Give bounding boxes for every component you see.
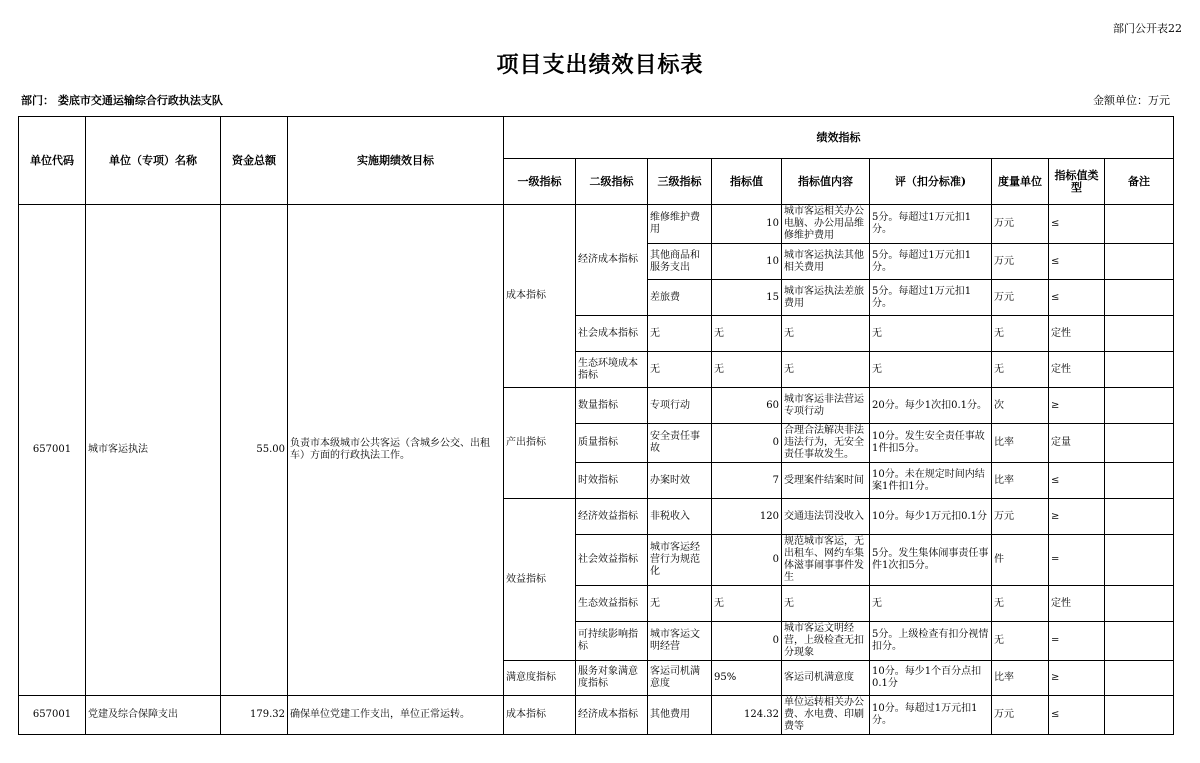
l2-social-benefit: 社会效益指标 xyxy=(576,535,648,586)
l3-cell: 城市客运经营行为规范化 xyxy=(648,535,712,586)
performance-table xyxy=(18,116,1174,735)
value-cell: 120 xyxy=(712,499,782,535)
measure-cell: 万元 xyxy=(992,244,1049,280)
header-remark: 备注 xyxy=(1105,159,1174,205)
measure-cell: 比率 xyxy=(992,463,1049,499)
content-cell: 单位运转相关办公费、水电费、印刷费等 xyxy=(782,696,870,735)
l2-social-cost: 社会成本指标 xyxy=(576,316,648,352)
type-cell: 定量 xyxy=(1049,424,1105,463)
l2-quality: 质量指标 xyxy=(576,424,648,463)
l2-quantity: 数量指标 xyxy=(576,388,648,424)
l3-cell: 非税收入 xyxy=(648,499,712,535)
value-cell: 无 xyxy=(712,316,782,352)
l2-service: 服务对象满意度指标 xyxy=(576,661,648,696)
content-cell: 无 xyxy=(782,586,870,622)
l2-timeliness: 时效指标 xyxy=(576,463,648,499)
type-cell: 定性 xyxy=(1049,352,1105,388)
header-measure: 度量单位 xyxy=(992,159,1049,205)
score-cell: 无 xyxy=(870,352,992,388)
remark-cell xyxy=(1105,499,1174,535)
type-cell: = xyxy=(1049,535,1105,586)
measure-cell: 万元 xyxy=(992,280,1049,316)
score-cell: 10分。每超过1万元扣1分。 xyxy=(870,696,992,735)
score-cell: 10分。每少1万元扣0.1分 xyxy=(870,499,992,535)
type-cell: ≤ xyxy=(1049,205,1105,244)
content-cell: 交通违法罚没收入 xyxy=(782,499,870,535)
score-cell: 5分。每超过1万元扣1分。 xyxy=(870,280,992,316)
l3-cell: 客运司机满意度 xyxy=(648,661,712,696)
l3-cell: 城市客运文明经营 xyxy=(648,622,712,661)
measure-cell: 万元 xyxy=(992,499,1049,535)
measure-cell: 次 xyxy=(992,388,1049,424)
remark-cell xyxy=(1105,696,1174,735)
measure-cell: 件 xyxy=(992,535,1049,586)
content-cell: 规范城市客运，无出租车、网约车集体滋事闹事事件发生 xyxy=(782,535,870,586)
l3-cell: 其他费用 xyxy=(648,696,712,735)
value-cell: 0 xyxy=(712,535,782,586)
l3-cell: 无 xyxy=(648,316,712,352)
l2-econ-benefit: 经济效益指标 xyxy=(576,499,648,535)
page-title: 项目支出绩效目标表 xyxy=(496,52,704,78)
value-cell: 0 xyxy=(712,424,782,463)
value-cell: 10 xyxy=(712,244,782,280)
l3-cell: 差旅费 xyxy=(648,280,712,316)
content-cell: 合理合法解决非法违法行为，无安全责任事故发生。 xyxy=(782,424,870,463)
value-cell: 0 xyxy=(712,622,782,661)
score-cell: 5分。每超过1万元扣1分。 xyxy=(870,205,992,244)
project2-l1: 成本指标 xyxy=(504,696,576,735)
remark-cell xyxy=(1105,388,1174,424)
header-name: 单位（专项）名称 xyxy=(86,117,221,205)
l3-cell: 专项行动 xyxy=(648,388,712,424)
header-total: 资金总额 xyxy=(221,117,288,205)
remark-cell xyxy=(1105,622,1174,661)
measure-cell: 无 xyxy=(992,352,1049,388)
l1-satisfaction: 满意度指标 xyxy=(504,661,576,696)
header-goal: 实施期绩效目标 xyxy=(288,117,504,205)
value-cell: 无 xyxy=(712,352,782,388)
content-cell: 城市客运非法营运专项行动 xyxy=(782,388,870,424)
content-cell: 客运司机满意度 xyxy=(782,661,870,696)
value-cell: 60 xyxy=(712,388,782,424)
value-cell: 无 xyxy=(712,586,782,622)
project1-code: 657001 xyxy=(19,205,86,696)
l2-econ-cost: 经济成本指标 xyxy=(576,205,648,316)
type-cell: ≤ xyxy=(1049,696,1105,735)
measure-cell: 万元 xyxy=(992,205,1049,244)
score-cell: 5分。上级检查有扣分视情扣分。 xyxy=(870,622,992,661)
header-score: 评（扣分标准) xyxy=(870,159,992,205)
score-cell: 无 xyxy=(870,586,992,622)
remark-cell xyxy=(1105,280,1174,316)
header-value: 指标值 xyxy=(712,159,782,205)
project1-name: 城市客运执法 xyxy=(86,205,221,696)
measure-cell: 万元 xyxy=(992,696,1049,735)
type-cell: ≤ xyxy=(1049,463,1105,499)
score-cell: 5分。发生集体闹事责任事件1次扣5分。 xyxy=(870,535,992,586)
table-row xyxy=(19,205,1174,244)
value-cell: 95% xyxy=(712,661,782,696)
score-cell: 无 xyxy=(870,316,992,352)
remark-cell xyxy=(1105,535,1174,586)
header-level3: 三级指标 xyxy=(648,159,712,205)
value-cell: 15 xyxy=(712,280,782,316)
amount-unit-label: 金额单位：万元 xyxy=(1093,94,1170,107)
remark-cell xyxy=(1105,244,1174,280)
type-cell: ≥ xyxy=(1049,388,1105,424)
project2-goal: 确保单位党建工作支出，单位正常运转。 xyxy=(288,696,504,735)
project2-l2: 经济成本指标 xyxy=(576,696,648,735)
type-cell: = xyxy=(1049,622,1105,661)
content-cell: 城市客运执法差旅费用 xyxy=(782,280,870,316)
content-cell: 城市客运相关办公电脑、办公用品维修维护费用 xyxy=(782,205,870,244)
type-cell: ≥ xyxy=(1049,661,1105,696)
project1-total: 55.00 xyxy=(221,205,288,696)
l1-benefit: 效益指标 xyxy=(504,499,576,661)
l2-eco-cost: 生态环境成本指标 xyxy=(576,352,648,388)
department-label: 部门： 娄底市交通运输综合行政执法支队 xyxy=(21,94,223,107)
value-cell: 124.32 xyxy=(712,696,782,735)
value-cell: 10 xyxy=(712,205,782,244)
type-cell: 定性 xyxy=(1049,316,1105,352)
l3-cell: 无 xyxy=(648,352,712,388)
remark-cell xyxy=(1105,586,1174,622)
remark-cell xyxy=(1105,316,1174,352)
type-cell: ≤ xyxy=(1049,244,1105,280)
table-row xyxy=(19,696,1174,735)
header-content: 指标值内容 xyxy=(782,159,870,205)
remark-cell xyxy=(1105,205,1174,244)
value-cell: 7 xyxy=(712,463,782,499)
l2-sustain: 可持续影响指标 xyxy=(576,622,648,661)
project1-goal: 负责市本级城市公共客运（含城乡公交、出租车）方面的行政执法工作。 xyxy=(288,205,504,696)
measure-cell: 无 xyxy=(992,586,1049,622)
l2-eco-benefit: 生态效益指标 xyxy=(576,586,648,622)
header-level1: 一级指标 xyxy=(504,159,576,205)
content-cell: 无 xyxy=(782,352,870,388)
l3-cell: 办案时效 xyxy=(648,463,712,499)
type-cell: ≤ xyxy=(1049,280,1105,316)
header-level2: 二级指标 xyxy=(576,159,648,205)
type-cell: 定性 xyxy=(1049,586,1105,622)
remark-cell xyxy=(1105,661,1174,696)
type-cell: ≥ xyxy=(1049,499,1105,535)
measure-cell: 无 xyxy=(992,316,1049,352)
measure-cell: 比率 xyxy=(992,661,1049,696)
measure-cell: 无 xyxy=(992,622,1049,661)
content-cell: 城市客运文明经营，上级检查无扣分现象 xyxy=(782,622,870,661)
l3-cell: 安全责任事故 xyxy=(648,424,712,463)
project2-code: 657001 xyxy=(19,696,86,735)
remark-cell xyxy=(1105,352,1174,388)
project2-name: 党建及综合保障支出 xyxy=(86,696,221,735)
l3-cell: 维修维护费用 xyxy=(648,205,712,244)
project2-total: 179.32 xyxy=(221,696,288,735)
content-cell: 城市客运执法其他相关费用 xyxy=(782,244,870,280)
header-code: 单位代码 xyxy=(19,117,86,205)
score-cell: 10分。发生安全责任事故1件扣5分。 xyxy=(870,424,992,463)
score-cell: 10分。未在规定时间内结案1件扣1分。 xyxy=(870,463,992,499)
score-cell: 10分。每少1个百分点扣0.1分 xyxy=(870,661,992,696)
l1-cost: 成本指标 xyxy=(504,205,576,388)
content-cell: 受理案件结案时间 xyxy=(782,463,870,499)
score-cell: 5分。每超过1万元扣1分。 xyxy=(870,244,992,280)
remark-cell xyxy=(1105,424,1174,463)
score-cell: 20分。每少1次扣0.1分。 xyxy=(870,388,992,424)
header-value-type: 指标值类型 xyxy=(1049,159,1105,205)
l3-cell: 无 xyxy=(648,586,712,622)
measure-cell: 比率 xyxy=(992,424,1049,463)
remark-cell xyxy=(1105,463,1174,499)
form-code: 部门公开表22 xyxy=(1113,22,1182,35)
header-indicators: 绩效指标 xyxy=(504,117,1174,159)
l1-output: 产出指标 xyxy=(504,388,576,499)
content-cell: 无 xyxy=(782,316,870,352)
l3-cell: 其他商品和服务支出 xyxy=(648,244,712,280)
